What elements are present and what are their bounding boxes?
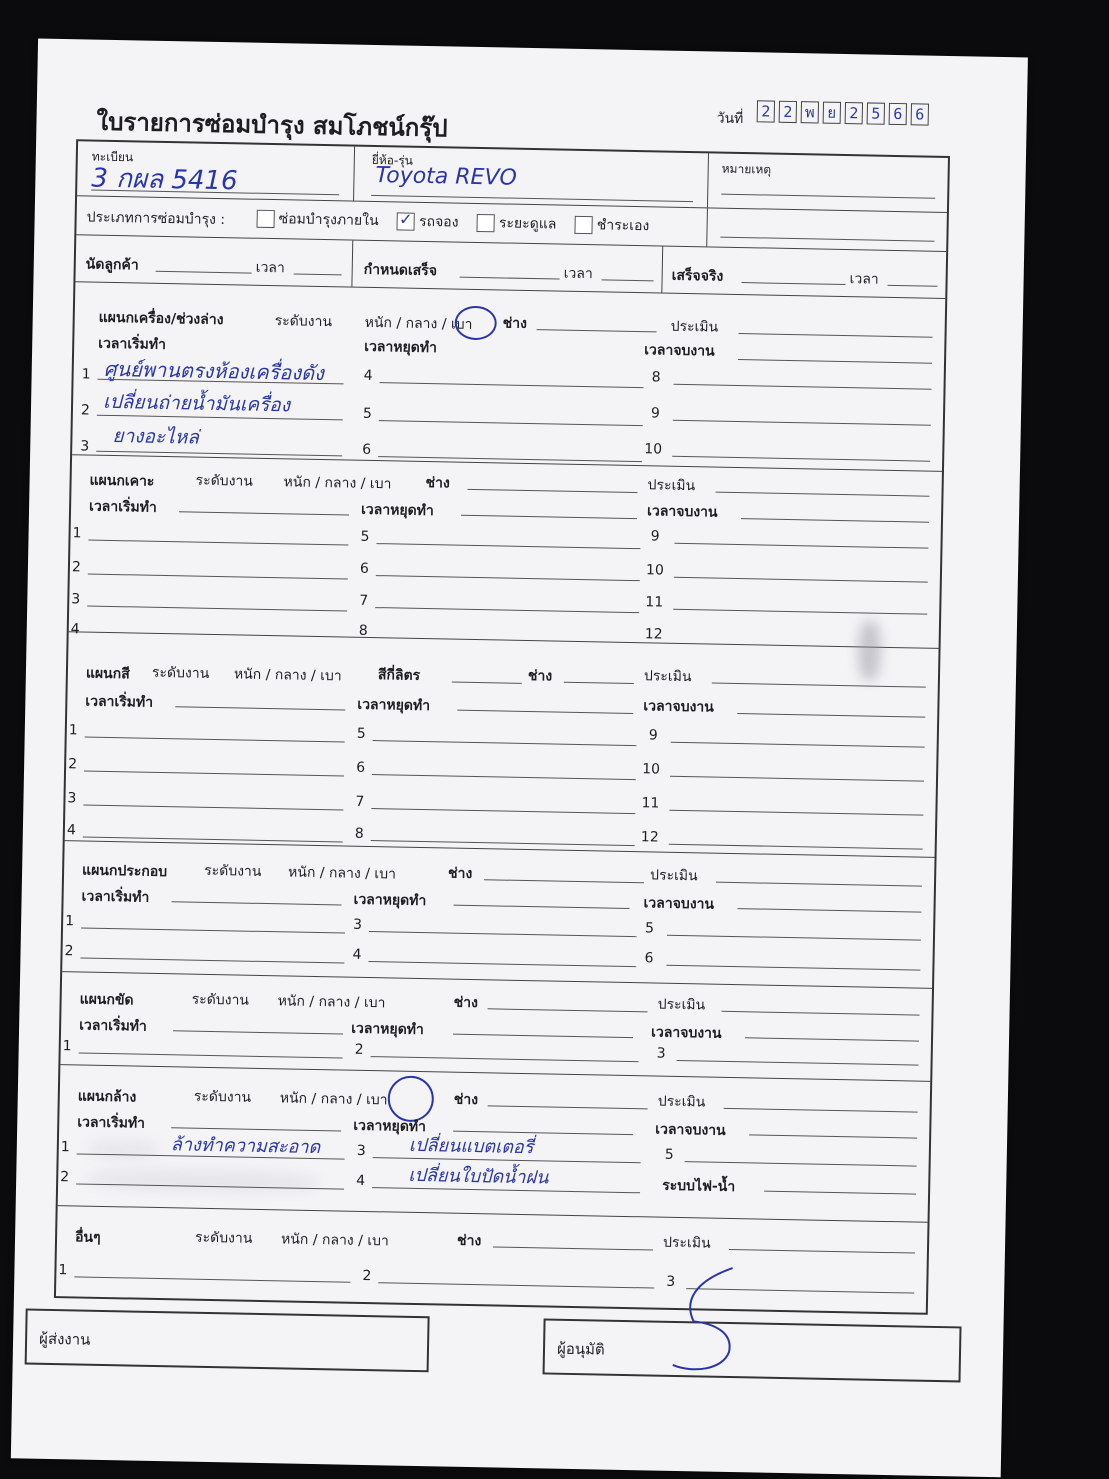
line-number: 9 bbox=[648, 727, 658, 744]
line-number: 3 bbox=[80, 438, 90, 455]
line-number: 5 bbox=[362, 405, 373, 422]
line-number: 10 bbox=[644, 441, 663, 458]
line-number: 1 bbox=[60, 1139, 70, 1156]
line-number: 5 bbox=[356, 725, 366, 742]
level-label: ระดับงาน bbox=[203, 862, 262, 880]
line-number: 2 bbox=[64, 943, 74, 960]
line-number: 6 bbox=[644, 950, 654, 967]
line-number: 1 bbox=[72, 525, 82, 542]
level-label: ระดับงาน bbox=[195, 472, 254, 490]
evaluate-label: ประเมิน bbox=[657, 1093, 706, 1111]
level-label: ระดับงาน bbox=[151, 664, 210, 682]
line-number: 5 bbox=[664, 1146, 674, 1163]
line-number: 3 bbox=[71, 591, 81, 608]
checkbox-maintenance[interactable] bbox=[477, 214, 495, 232]
level-label: ระดับงาน bbox=[194, 1229, 253, 1247]
stop-time-label: เวลาหยุดทำ bbox=[360, 501, 434, 520]
start-time-label: เวลาเริ่มทำ bbox=[98, 335, 167, 354]
evaluate-label: ประเมิน bbox=[670, 318, 719, 336]
line-number: 4 bbox=[363, 367, 373, 384]
wash-title: แผนกล้าง bbox=[77, 1088, 137, 1106]
evaluate-label: ประเมิน bbox=[662, 1234, 711, 1252]
level-options: หนัก / กลาง / เบา bbox=[279, 1090, 388, 1109]
level-options: หนัก / กลาง / เบา bbox=[233, 666, 342, 685]
redacted-area bbox=[89, 1140, 159, 1159]
line-number: 5 bbox=[360, 528, 370, 545]
level-circle-mark bbox=[454, 306, 497, 341]
stop-time-label: เวลาหยุดทำ bbox=[353, 891, 427, 910]
start-time-label: เวลาเริ่มทำ bbox=[88, 498, 157, 516]
line-number: 1 bbox=[62, 1038, 72, 1055]
polish-title: แผนกขัด bbox=[79, 991, 134, 1009]
line-number: 5 bbox=[644, 920, 655, 937]
stop-time-label: เวลาหยุดทำ bbox=[357, 696, 431, 715]
actual-time-label: เวลา bbox=[849, 271, 879, 288]
end-time-label: เวลาจบงาน bbox=[644, 342, 715, 360]
paint-title: แผนกสี bbox=[85, 665, 130, 683]
line-number: 7 bbox=[355, 793, 365, 810]
line-number: 8 bbox=[651, 369, 661, 386]
wash-entry-1[interactable]: ล้างทำความสะอาด bbox=[170, 1134, 321, 1159]
line-number: 2 bbox=[68, 756, 78, 773]
appointment-time-label: เวลา bbox=[255, 259, 285, 277]
plate-value[interactable]: 3 กผล 5416 bbox=[91, 163, 238, 197]
paint-section bbox=[65, 632, 939, 858]
date-char: 6 bbox=[911, 103, 929, 125]
line-number: 2 bbox=[80, 402, 91, 419]
evaluate-label: ประเมิน bbox=[643, 668, 692, 686]
repair-type-options: ซ่อมบำรุงภายใน ✓ รถจอง ระยะดูแล ชำระเอง bbox=[242, 207, 649, 237]
line-number: 1 bbox=[58, 1262, 68, 1279]
line-number: 3 bbox=[656, 1045, 666, 1062]
appointment-label: นัดลูกค้า bbox=[85, 256, 139, 274]
line-number: 10 bbox=[645, 562, 664, 579]
date-char: 2 bbox=[845, 102, 863, 124]
evaluate-label: ประเมิน bbox=[647, 477, 696, 495]
technician-label: ช่าง bbox=[453, 994, 479, 1012]
line-number: 2 bbox=[71, 559, 82, 576]
line-number: 3 bbox=[352, 916, 363, 933]
utilities-label: ระบบไฟ-น้ำ bbox=[662, 1177, 736, 1196]
line-number: 4 bbox=[356, 1172, 366, 1189]
other-section bbox=[56, 1206, 928, 1313]
level-options: หนัก / กลาง / เบา bbox=[277, 993, 386, 1012]
redacted-area bbox=[88, 1168, 318, 1194]
date-char: พ bbox=[801, 101, 819, 123]
date-char: 2 bbox=[779, 101, 797, 123]
line-number: 9 bbox=[650, 405, 661, 422]
date-label: วันที่ bbox=[716, 110, 744, 128]
date-char: 5 bbox=[867, 102, 885, 124]
line-number: 11 bbox=[645, 594, 664, 611]
line-number: 4 bbox=[352, 946, 362, 963]
level-label: ระดับงาน bbox=[193, 1088, 252, 1106]
model-value[interactable]: Toyota REVO bbox=[375, 163, 518, 191]
line-number: 1 bbox=[68, 722, 78, 739]
start-time-label: เวลาเริ่มทำ bbox=[85, 693, 154, 711]
technician-label: ช่าง bbox=[425, 475, 450, 492]
form-title: ใบรายการซ่อมบำรุง สมโภชน์กรุ๊ป bbox=[96, 107, 448, 143]
checkbox-self-pay[interactable] bbox=[575, 216, 593, 234]
technician-label: ช่าง bbox=[527, 668, 553, 685]
technician-label: ช่าง bbox=[456, 1232, 482, 1250]
line-number: 8 bbox=[354, 825, 364, 842]
due-time-label: เวลา bbox=[563, 265, 593, 283]
line-number: 7 bbox=[359, 592, 369, 609]
date-char: 6 bbox=[889, 103, 907, 125]
line-number: 3 bbox=[356, 1142, 366, 1159]
polish-section bbox=[60, 972, 932, 1082]
model-label: ยี่ห้อ-รุ่น bbox=[371, 152, 414, 168]
sender-signature-box[interactable] bbox=[25, 1308, 430, 1372]
stop-time-label: เวลาหยุดทำ bbox=[353, 1117, 427, 1136]
line-number: 6 bbox=[359, 560, 370, 577]
level-options: หนัก / กลาง / เบา bbox=[364, 314, 473, 333]
date-boxes bbox=[757, 100, 929, 125]
line-number: 2 bbox=[362, 1267, 372, 1285]
body-title: แผนกเคาะ bbox=[89, 472, 155, 490]
body-section bbox=[69, 455, 942, 649]
line-number: 1 bbox=[64, 913, 75, 930]
form-table bbox=[54, 139, 950, 1315]
line-number: 11 bbox=[641, 795, 660, 812]
sender-label: ผู้ส่งงาน bbox=[38, 1329, 91, 1349]
repair-type-label: ประเภทการซ่อมบำรุง : bbox=[86, 209, 226, 229]
actual-label: เสร็จจริง bbox=[671, 267, 724, 285]
line-number: 9 bbox=[650, 528, 660, 545]
level-options: หนัก / กลาง / เบา bbox=[280, 1231, 390, 1250]
approver-label: ผู้อนุมัติ bbox=[556, 1339, 605, 1359]
remarks-label: หมายเหตุ bbox=[721, 161, 772, 177]
line-number: 4 bbox=[70, 621, 80, 638]
date-char: 2 bbox=[757, 100, 775, 122]
technician-label: ช่าง bbox=[447, 865, 473, 882]
plate-label: ทะเบียน bbox=[91, 149, 134, 165]
line-number: 4 bbox=[66, 822, 76, 839]
start-time-label: เวลาเริ่มทำ bbox=[78, 1017, 148, 1035]
engine-entry-3[interactable]: ยางอะไหล่ bbox=[112, 425, 200, 449]
line-number: 2 bbox=[60, 1169, 70, 1186]
line-number: 6 bbox=[355, 759, 366, 776]
assembly-section bbox=[62, 841, 934, 989]
end-time-label: เวลาจบงาน bbox=[650, 1024, 722, 1042]
line-number: 6 bbox=[362, 441, 372, 458]
end-time-label: เวลาจบงาน bbox=[643, 698, 714, 716]
engine-section bbox=[72, 282, 945, 472]
line-number: 12 bbox=[640, 829, 659, 846]
line-number: 10 bbox=[642, 761, 661, 778]
assembly-title: แผนกประกอบ bbox=[81, 862, 168, 881]
start-time-label: เวลาเริ่มทำ bbox=[77, 1114, 146, 1132]
engine-entry-2[interactable]: เปลี่ยนถ่ายน้ำมันเครื่อง bbox=[102, 390, 291, 417]
level-options: หนัก / กลาง / เบา bbox=[287, 864, 397, 883]
stop-time-label: เวลาหยุดทำ bbox=[364, 338, 438, 357]
line-number: 3 bbox=[67, 790, 77, 807]
line-number: 1 bbox=[81, 366, 91, 383]
evaluate-label: ประเมิน bbox=[649, 867, 698, 885]
stop-time-label: เวลาหยุดทำ bbox=[350, 1020, 424, 1039]
date-char: ย bbox=[823, 102, 841, 124]
level-label: ระดับงาน bbox=[191, 991, 250, 1009]
line-number: 2 bbox=[354, 1041, 364, 1058]
wash-entry-2[interactable]: เปลี่ยนแบตเตอรี่ bbox=[408, 1134, 534, 1159]
repair-form-paper bbox=[11, 38, 1028, 1477]
line-number: 3 bbox=[666, 1273, 676, 1290]
engine-title: แผนกเครื่อง/ช่วงล่าง bbox=[98, 309, 224, 329]
approver-signature-mark bbox=[652, 1261, 764, 1383]
end-time-label: เวลาจบงาน bbox=[646, 503, 718, 521]
due-label: กำหนดเสร็จ bbox=[363, 261, 438, 280]
level-options: หนัก / กลาง / เบา bbox=[283, 474, 392, 493]
wash-entry-3[interactable]: เปลี่ยนใบปัดน้ำฝน bbox=[408, 1164, 549, 1189]
wash-section bbox=[58, 1065, 931, 1223]
end-time-label: เวลาจบงาน bbox=[655, 1121, 726, 1139]
technician-label: ช่าง bbox=[453, 1091, 479, 1109]
line-number: 8 bbox=[358, 622, 368, 639]
end-time-label: เวลาจบงาน bbox=[643, 895, 715, 913]
other-title: อื่นๆ bbox=[74, 1229, 101, 1246]
engine-entry-1[interactable]: ศูนย์พานตรงห้องเครื่องดัง bbox=[103, 356, 325, 386]
checkbox-internal[interactable] bbox=[256, 210, 274, 228]
evaluate-label: ประเมิน bbox=[657, 996, 706, 1014]
color-liters-label: สีกี่ลิตร bbox=[377, 667, 421, 684]
level-label: ระดับงาน bbox=[274, 313, 333, 331]
start-time-label: เวลาเริ่มทำ bbox=[81, 888, 150, 906]
checkbox-reserved[interactable] bbox=[397, 212, 415, 230]
technician-label: ช่าง bbox=[502, 315, 528, 332]
line-number: 12 bbox=[644, 626, 663, 643]
